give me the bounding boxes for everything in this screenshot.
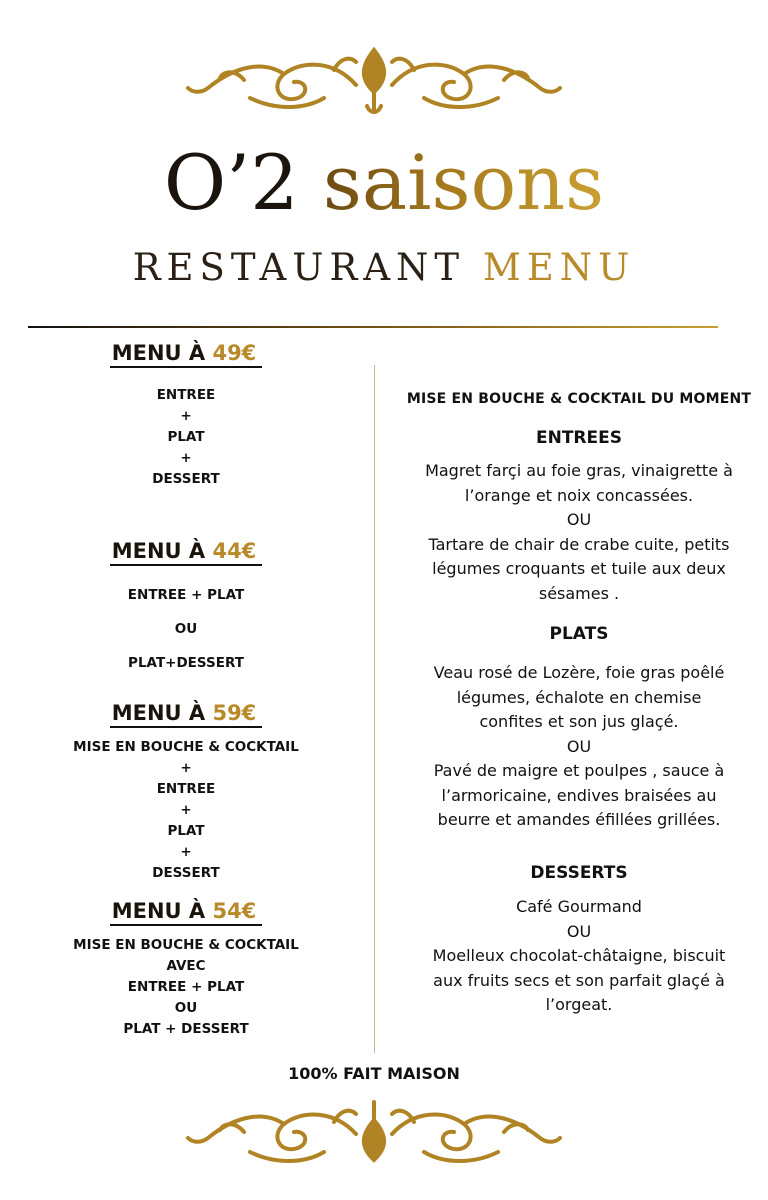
dish-line: l’armoricaine, endives braisées au bbox=[441, 785, 717, 805]
plats-list bbox=[390, 661, 768, 833]
menu-line: OU bbox=[174, 1000, 198, 1016]
dish-line: beurre et amandes éfillées grillées. bbox=[437, 810, 721, 829]
menu-line: PLAT bbox=[167, 429, 205, 445]
menu-44-contents bbox=[0, 585, 372, 674]
menu-line: + bbox=[180, 802, 192, 818]
dish-line: légumes croquants et tuile aux deux bbox=[432, 559, 726, 578]
menu-line: PLAT + DESSERT bbox=[123, 1021, 249, 1037]
menu-line: PLAT bbox=[167, 823, 205, 839]
restaurant-name-part2: saisons bbox=[322, 138, 605, 227]
menu-49-heading bbox=[0, 341, 372, 368]
dish-line: Tartare de chair de crabe cuite, petits bbox=[428, 534, 730, 554]
menu-label: MENU À bbox=[111, 539, 213, 563]
bottom-flourish-ornament bbox=[184, 1096, 564, 1176]
menu-line: PLAT+DESSERT bbox=[128, 655, 244, 671]
desserts-heading: DESSERTS bbox=[530, 863, 628, 883]
menu-line: + bbox=[180, 450, 192, 466]
dish-line: aux fruits secs et son parfait glaçé à bbox=[433, 970, 725, 990]
dish-line: confites et son jus glaçé. bbox=[479, 712, 679, 731]
menu-line: ENTREE + PLAT bbox=[127, 587, 245, 603]
column-divider bbox=[374, 365, 375, 1053]
menu-line: ENTREE bbox=[156, 781, 216, 797]
menu-subtitle bbox=[0, 246, 768, 289]
menu-line: MISE EN BOUCHE & COCKTAIL bbox=[73, 937, 299, 953]
menu-line: DESSERT bbox=[152, 471, 220, 487]
restaurant-name-part1: O’2 bbox=[163, 138, 323, 227]
menu-line: + bbox=[180, 408, 192, 424]
dish-line: légumes, échalote en chemise bbox=[456, 687, 702, 707]
menu-59-contents bbox=[0, 737, 372, 884]
menu-label: MENU À bbox=[111, 701, 213, 725]
dish-line: l’orgeat. bbox=[545, 995, 613, 1014]
plats-heading: PLATS bbox=[549, 624, 609, 644]
menu-line: OU bbox=[174, 621, 198, 637]
menu-price: 49€ bbox=[212, 341, 257, 365]
desserts-list bbox=[390, 895, 768, 1018]
menu-price: 54€ bbox=[212, 899, 257, 923]
menu-44-heading bbox=[0, 539, 372, 566]
dish-line: OU bbox=[566, 736, 592, 756]
menu-line: AVEC bbox=[166, 958, 206, 974]
menu-49-contents bbox=[0, 385, 372, 490]
menu-59-heading bbox=[0, 701, 372, 728]
menu-line: + bbox=[180, 760, 192, 776]
menu-label: MENU À bbox=[111, 899, 213, 923]
subtitle-part2: MENU bbox=[482, 246, 636, 289]
amuse-bouche-line: MISE EN BOUCHE & COCKTAIL DU MOMENT bbox=[406, 391, 752, 407]
top-flourish-ornament bbox=[184, 40, 564, 120]
dish-line: Café Gourmand bbox=[516, 897, 642, 916]
menu-line: DESSERT bbox=[152, 865, 220, 881]
menu-price: 44€ bbox=[212, 539, 257, 563]
dish-line: Magret farçi au foie gras, vinaigrette à bbox=[425, 461, 733, 480]
restaurant-name bbox=[0, 138, 768, 227]
menu-price: 59€ bbox=[212, 701, 257, 725]
dish-line: Moelleux chocolat-châtaigne, biscuit bbox=[432, 946, 726, 965]
menu-line: ENTREE + PLAT bbox=[127, 979, 245, 995]
dish-line: Pavé de maigre et poulpes , sauce à bbox=[433, 761, 725, 780]
menu-line: + bbox=[180, 844, 192, 860]
dish-line: Veau rosé de Lozère, foie gras poêlé bbox=[433, 663, 725, 682]
subtitle-part1: RESTAURANT bbox=[132, 246, 483, 289]
menu-54-contents bbox=[0, 935, 372, 1040]
entrees-list bbox=[390, 459, 768, 606]
menu-54-heading bbox=[0, 899, 372, 926]
entrees-heading: ENTREES bbox=[536, 428, 622, 448]
dish-line: OU bbox=[566, 510, 592, 529]
dish-line: sésames . bbox=[538, 583, 620, 603]
dish-line: OU bbox=[566, 921, 592, 941]
menu-line: ENTREE bbox=[156, 387, 216, 403]
dish-line: l’orange et noix concassées. bbox=[464, 485, 694, 505]
menu-line: MISE EN BOUCHE & COCKTAIL bbox=[73, 739, 299, 755]
homemade-footer: 100% FAIT MAISON bbox=[288, 1064, 460, 1083]
header-divider bbox=[28, 326, 718, 328]
menu-label: MENU À bbox=[111, 341, 213, 365]
